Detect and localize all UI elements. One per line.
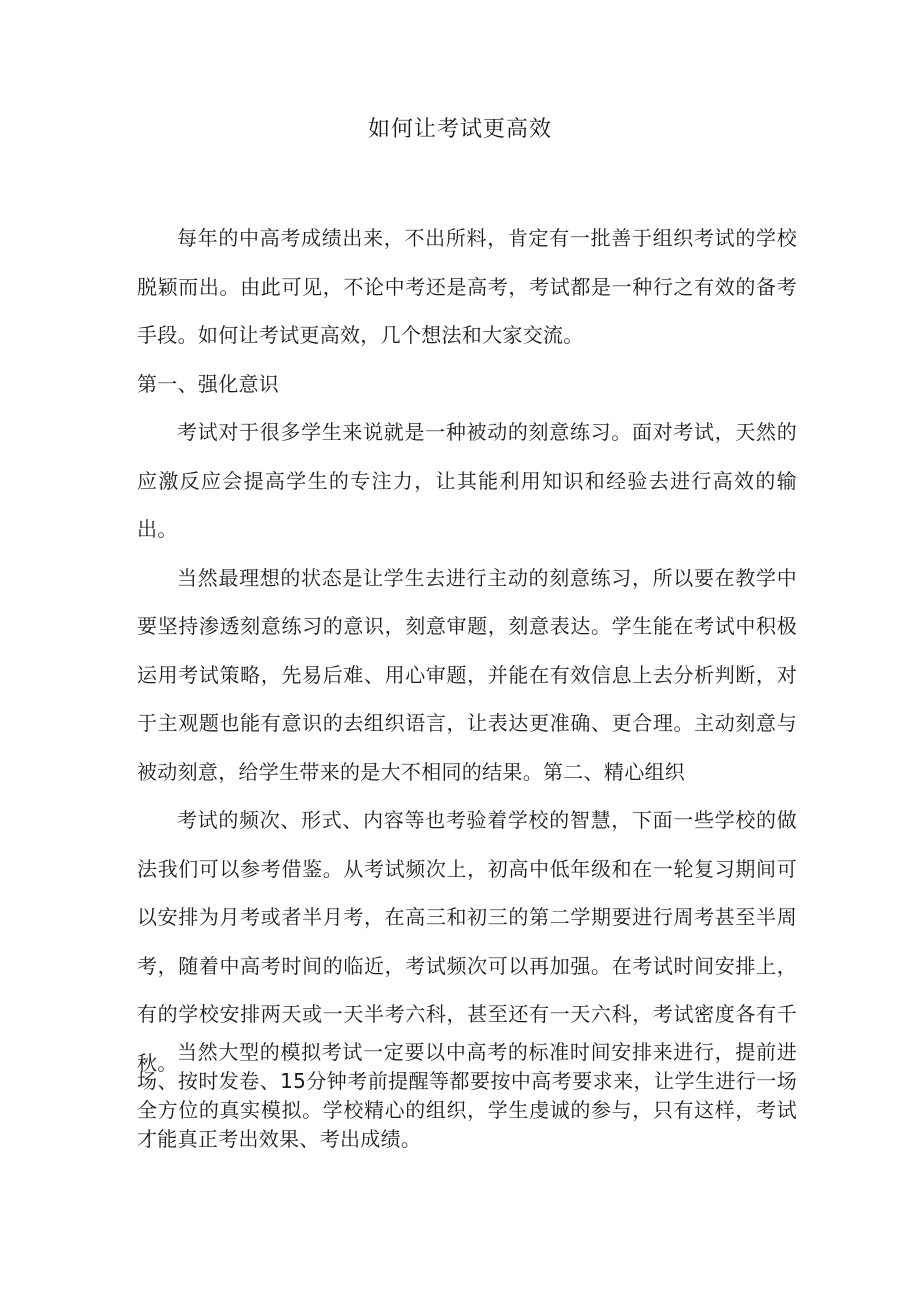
paragraph-active-practice: 当然最理想的状态是让学生去进行主动的刻意练习，所以要在教学中要坚持渗透刻意练习的意识，刻意审题，刻意表达。学生能在考试中积极运用考试策略，先易后难、用心审题，并能在有效信息上去分析判断，对于主观题也能有意识的去组织语言，让表达更准确、更合理。主动刻意与被动刻意，给学生带来的是大不相同的结果。第二、精心组织 (137, 565, 797, 784)
page-title: 如何让考试更高效 (367, 117, 552, 142)
paragraph-passive-practice: 考试对于很多学生来说就是一种被动的刻意练习。面对考试，天然的应激反应会提高学生的专注力，让其能利用知识和经验去进行高效的输出。 (137, 420, 797, 541)
document-body (137, 214, 797, 1087)
section-heading-1: 第一、强化意识 (137, 371, 280, 396)
paragraph-mock-exam: 当然大型的模拟考试一定要以中高考的标准时间安排来进行，提前进场、按时发卷、15分钟考前提醒等都要按中高考要求来，让学生进行一场全方位的真实模拟。学校精心的组织，学生虔诚的参与，只有这样，考试才能真正考出效果、考出成绩。 (137, 1040, 797, 1151)
paragraph-exam-frequency: 考试的频次、形式、内容等也考验着学校的智慧，下面一些学校的做法我们可以参考借鉴。从考试频次上，初高中低年级和在一轮复习期间可以安排为月考或者半月考，在高三和初三的第二学期要进行周考甚至半周考，随着中高考时间的临近，考试频次可以再加强。在考试时间安排上，有的学校安排两天或一天半考六科，甚至还有一天六科，考试密度各有千秋。 (137, 808, 797, 1075)
paragraph-intro: 每年的中高考成绩出来，不出所料，肯定有一批善于组织考试的学校脱颖而出。由此可见，不论中考还是高考，考试都是一种行之有效的备考手段。如何让考试更高效，几个想法和大家交流。 (137, 226, 797, 347)
